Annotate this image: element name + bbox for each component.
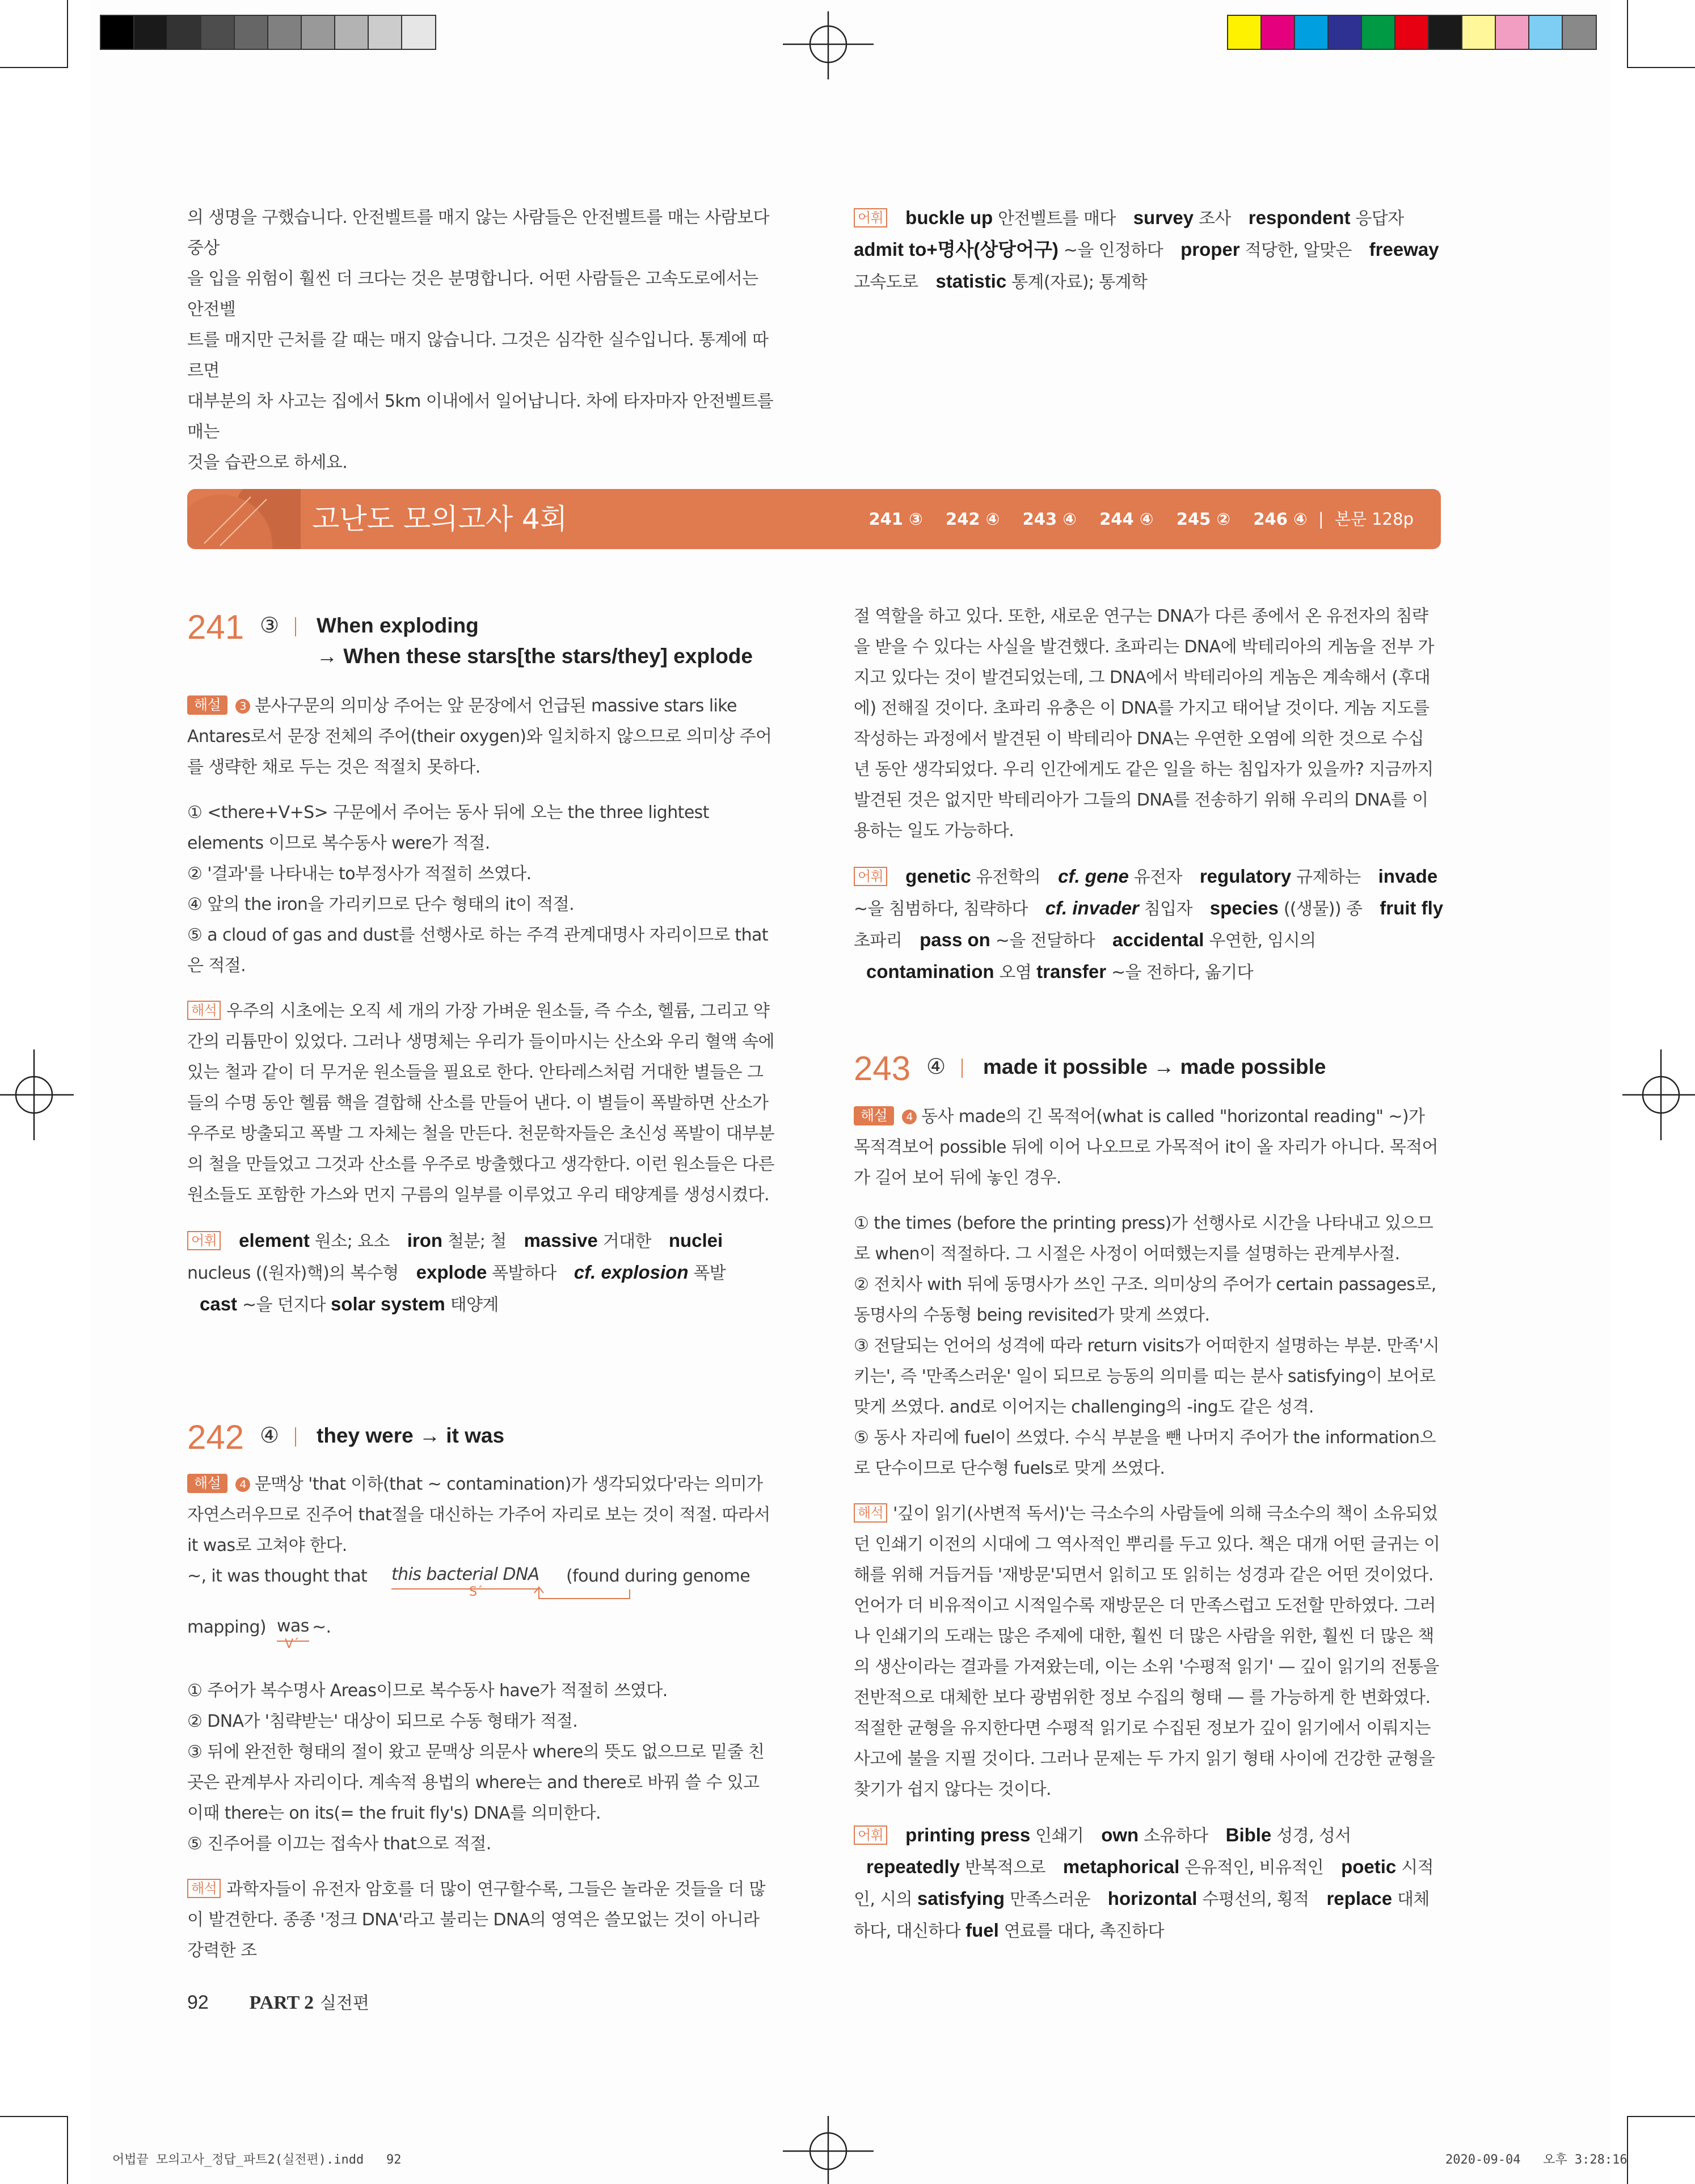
vocab-word: proper bbox=[1180, 239, 1240, 260]
example-text: mapping) bbox=[187, 1617, 266, 1637]
explanation-tag: 해설 bbox=[854, 1106, 894, 1125]
vocab-word: replace bbox=[1326, 1888, 1393, 1909]
answer-badge: 3 bbox=[235, 699, 250, 714]
divider bbox=[962, 1059, 963, 1078]
vocab-meaning: 응답자 bbox=[1355, 209, 1404, 229]
page-footer bbox=[187, 1988, 369, 2018]
point: ② 전치사 with 뒤에 동명사가 쓰인 구조. 의미상의 주어가 certain passages로, 동명사의 수동형 being revisited가 맞게 쓰였다. bbox=[854, 1275, 1436, 1325]
vocab-meaning: 태양계 bbox=[450, 1295, 499, 1315]
vocab-meaning: 오염 bbox=[999, 963, 1032, 983]
translation: 우주의 시초에는 오직 세 개의 가장 가벼운 원소들, 즉 수소, 헬륨, 그리고 약간의 리튬만이 있었다. 그러나 생명체는 우리가 들이마시는 산소와 우리 혈액 속에 있는 철과 같이 더 무거운 원소들을 필요로 한다. 안타레스처럼 거대한 별들은 그들의 수명 동안 헬륨 핵을 결합해 산소를 만들어 낸다. 이 별들이 폭발하면 산소가 우주로 방출되고 폭발 그 자체는 철을 만든다. 천문학자들은 초신성 폭발이 대부분의 철을 만들었고 그것과 산소를 우주로 방출했다고 생각한다. 이런 원소들은 다른 원소들도 포함한 가스와 먼지 구름의 일부를 이루었고 우리 태양계를 생성시켰다. bbox=[187, 1001, 774, 1205]
answer-badge: 4 bbox=[902, 1110, 917, 1124]
vocab-word: genetic bbox=[905, 866, 971, 887]
vocab-word: fuel bbox=[965, 1920, 999, 1941]
point: ⑤ 동사 자리에 fuel이 쓰였다. 수식 부분을 뺀 나머지 주어가 the information으로 단수이므로 단수형 fuels로 맞게 쓰였다. bbox=[854, 1428, 1436, 1478]
vocab-meaning: 대체하다, 대신하다 bbox=[854, 1890, 1430, 1941]
answer-key: 244 ④ bbox=[1099, 509, 1154, 529]
answer-number: ④ bbox=[926, 1055, 946, 1079]
vocab-meaning: 안전벨트를 매다 bbox=[998, 209, 1116, 229]
vocab-meaning: ((생물)) 종 bbox=[1283, 899, 1363, 919]
text-line: 의 생명을 구했습니다. 안전벨트를 매지 않는 사람들은 안전벨트를 매는 사람보다 중상 bbox=[187, 208, 769, 258]
answer-number: ③ bbox=[260, 614, 280, 638]
text-line: 대부분의 차 사고는 집에서 5km 이내에서 일어납니다. 차에 타자마자 안전벨트를 매는 bbox=[187, 391, 774, 442]
correction-title: When exploding bbox=[317, 614, 479, 637]
crop-mark bbox=[1627, 2116, 1695, 2117]
vocab-meaning: 우연한, 임시의 bbox=[1209, 931, 1316, 951]
point: ② DNA가 '침략받는' 대상이 되므로 수동 형태가 적절. bbox=[187, 1711, 578, 1731]
vocab-word: own bbox=[1101, 1824, 1139, 1845]
section-banner bbox=[187, 489, 1441, 549]
divider bbox=[295, 617, 296, 636]
vocab-meaning: 연료를 대다, 촉진하다 bbox=[1003, 1921, 1164, 1941]
example-text: ~, it was thought that bbox=[187, 1566, 368, 1586]
vocab-meaning: 조사 bbox=[1199, 209, 1231, 229]
vocab-meaning: 만족스러운 bbox=[1009, 1890, 1090, 1909]
question-243-header bbox=[854, 1047, 1444, 1098]
banner-title: 고난도 모의고사 4회 bbox=[312, 503, 567, 536]
answer-key: 242 ④ bbox=[946, 509, 1000, 529]
translation-continued bbox=[854, 601, 1444, 988]
point: ③ 전달되는 언어의 성격에 따라 return visits가 어떠한지 설명하는 부분. 만족'시키는', 즉 '만족스러운' 일이 되므로 능동의 의미를 띠는 분사 satisfying이 보어로 맞게 쓰였다. and로 이어지는 challenging의 -ing도 같은 성격. bbox=[854, 1336, 1440, 1417]
color-swatch bbox=[1529, 16, 1562, 49]
translation: 절 역할을 하고 있다. 또한, 새로운 연구는 DNA가 다른 종에서 온 유전자의 침략을 받을 수 있다는 사실을 발견했다. 초파리는 DNA에 박테리아의 게놈을 전부 가지고 있다는 것이 발견되었는데, 그 DNA에서 박테리아의 게놈은 계속해서 (후대에) 전해질 것이다. 초파리 유충은 이 DNA를 가지고 태어날 것이다. 게놈 지도를 작성하는 과정에서 발견된 이 박테리아 DNA는 우연한 오염에 의한 것으로 수십 년 동안 생각되었다. 우리 인간에게도 같은 일을 하는 침입자가 있을까? 지금까지 발견된 것은 없지만 박테리아가 그들의 DNA를 전송하기 위해 우리의 DNA를 이용하는 일도 가능하다. bbox=[854, 606, 1434, 841]
vocab-word: regulatory bbox=[1199, 866, 1292, 887]
point: ① <there+V+S> 구문에서 주어는 동사 뒤에 오는 the three lightest elements 이므로 복수동사 were가 적절. bbox=[187, 803, 709, 853]
vocab-word: survey bbox=[1133, 207, 1194, 228]
top-left-translation bbox=[187, 203, 777, 478]
vocab-word: metaphorical bbox=[1062, 1856, 1180, 1877]
color-swatch bbox=[1395, 16, 1428, 49]
explanation: 분사구문의 의미상 주어는 앞 문장에서 언급된 massive stars like Antares로서 문장 전체의 주어(their oxygen)와 일치하지 않으므로 의미상 주어를 생략한 채로 두는 것은 적절치 못하다. bbox=[187, 696, 772, 777]
color-swatch bbox=[1262, 16, 1295, 49]
question-241-header bbox=[187, 606, 777, 668]
vocab-word: iron bbox=[407, 1230, 443, 1251]
color-swatch bbox=[1496, 16, 1529, 49]
vocab-meaning: 초파리 bbox=[854, 931, 903, 951]
registration-mark-top bbox=[783, 11, 874, 79]
crop-mark bbox=[1627, 0, 1628, 68]
explanation: 문맥상 'that 이하(that ~ contamination)가 생각되었다'라는 의미가 자연스러우므로 진주어 that절을 대신하는 가주어 자리로 보는 것이 적절. 따라서 it was로 고쳐야 한다. bbox=[187, 1474, 770, 1555]
page-reference: 본문 128p bbox=[1334, 509, 1414, 529]
vocab-meaning: 시적인, 시의 bbox=[854, 1858, 1433, 1909]
point: ⑤ 진주어를 이끄는 접속사 that으로 적절. bbox=[187, 1834, 491, 1854]
page-number: 92 bbox=[187, 1992, 209, 2013]
vocab-meaning: 폭발하다 bbox=[492, 1263, 556, 1283]
vocab-meaning: 반복적으로 bbox=[965, 1858, 1045, 1878]
vocab-tag: 어휘 bbox=[854, 208, 887, 227]
vocab-word: contamination bbox=[866, 961, 994, 982]
vocab-meaning: 적당한, 알맞은 bbox=[1245, 241, 1352, 260]
vocab-tag: 어휘 bbox=[187, 1231, 221, 1250]
vocab-word: nuclei bbox=[668, 1230, 723, 1251]
color-swatch bbox=[1563, 16, 1596, 49]
vocab-word: explode bbox=[416, 1262, 487, 1283]
vocab-word: pass on bbox=[920, 929, 990, 950]
crop-mark bbox=[67, 2116, 68, 2184]
vocab-word: cf. explosion bbox=[574, 1262, 689, 1283]
text-line: 것을 습관으로 하세요. bbox=[187, 453, 348, 473]
vocab-meaning: ~을 인정하다 bbox=[1063, 241, 1163, 260]
vocab-word: solar system bbox=[330, 1293, 445, 1314]
banner-decoration bbox=[187, 489, 301, 549]
vocab-word: cast bbox=[200, 1293, 238, 1314]
verb-label: V´ bbox=[285, 1637, 299, 1651]
point: ① 주어가 복수명사 Areas이므로 복수동사 have가 적절히 쓰였다. bbox=[187, 1681, 668, 1701]
answer-key: 246 ④ bbox=[1253, 509, 1308, 529]
crop-mark bbox=[0, 67, 68, 68]
vocab-word: statistic bbox=[935, 271, 1007, 292]
vocab-meaning: ~을 전하다, 옮기다 bbox=[1111, 963, 1253, 983]
gray-swatch bbox=[268, 16, 301, 49]
point: ① the times (before the printing press)가 선행사로 시간을 나타내고 있으므로 when이 적절하다. 그 시절은 사정이 어떠했는지를 설명하는 관계부사절. bbox=[854, 1213, 1433, 1264]
vocab-word: satisfying bbox=[917, 1888, 1005, 1909]
vocab-meaning: 고속도로 bbox=[854, 272, 918, 292]
point: ③ 뒤에 완전한 형태의 절이 왔고 문맥상 의문사 where의 뜻도 없으므로 밑줄 친 곳은 관계부사 자리이다. 계속적 용법의 where는 and there로 바꿔 쓸 수 있고 이때 there는 on its(= the fruit fly's) DNA를 의미한다. bbox=[187, 1742, 765, 1823]
modifier-arrow bbox=[533, 1586, 635, 1609]
answer-key: 243 ④ bbox=[1022, 509, 1077, 529]
translation-tag: 해석 bbox=[187, 1879, 221, 1898]
translation-tag: 해석 bbox=[854, 1503, 887, 1523]
gray-swatch bbox=[168, 16, 201, 49]
part-label: PART 2 bbox=[249, 1992, 314, 2013]
vocab-meaning: 소유하다 bbox=[1144, 1826, 1208, 1846]
question-number: 241 bbox=[187, 608, 244, 646]
question-241-body bbox=[187, 691, 777, 1321]
answer-badge: 4 bbox=[235, 1477, 250, 1492]
vocab-meaning: 폭발 bbox=[693, 1263, 726, 1283]
point: ② '결과'를 나타내는 to부정사가 적절히 쓰였다. bbox=[187, 864, 532, 884]
correction-title: → When these stars[the stars/they] explode bbox=[317, 644, 753, 668]
answer-key: 241 ③ bbox=[868, 509, 923, 529]
vocab-word: fruit fly bbox=[1380, 897, 1444, 918]
vocab-word: accidental bbox=[1112, 929, 1204, 950]
question-242-body bbox=[187, 1469, 777, 1966]
registration-mark-left bbox=[0, 1049, 74, 1140]
registration-mark-right bbox=[1622, 1049, 1695, 1140]
color-swatch bbox=[1329, 16, 1361, 49]
vocab-meaning: 성경, 성서 bbox=[1276, 1826, 1351, 1846]
example-subject: this bacterial DNA bbox=[391, 1561, 539, 1589]
question-242-header bbox=[187, 1416, 777, 1467]
crop-mark bbox=[0, 2116, 68, 2117]
vocab-meaning: 규제하는 bbox=[1296, 867, 1361, 887]
vocab-meaning: nucleus ((원자)핵)의 복수형 bbox=[187, 1263, 399, 1283]
text-line: 을 입을 위험이 훨씬 더 크다는 것은 분명합니다. 어떤 사람들은 고속도로에서는 안전벨 bbox=[187, 269, 758, 319]
print-slug-date: 2020-09-04 오후 3:28:16 bbox=[1445, 2153, 1627, 2167]
question-number: 242 bbox=[187, 1418, 244, 1456]
crop-mark bbox=[1627, 67, 1695, 68]
gray-swatch bbox=[369, 16, 402, 49]
registration-mark-bottom bbox=[783, 2116, 874, 2184]
point: ⑤ a cloud of gas and dust를 선행사로 하는 주격 관계대명사 자리이므로 that 은 적절. bbox=[187, 925, 768, 976]
vocab-word: invade bbox=[1378, 866, 1438, 887]
divider bbox=[295, 1427, 296, 1447]
color-swatch bbox=[1362, 16, 1395, 49]
translation: '깊이 읽기(사변적 독서)'는 극소수의 사람들에 의해 극소수의 책이 소유되었던 인쇄기 이전의 시대에 그 역사적인 뿌리를 두고 있다. 책은 대개 어떤 글귀는 이해를 위해 거듭거듭 '재방문'되면서 읽히고 또 읽히는 성경과 같은 어떤 것이었다. 언어가 더 비유적이고 시적일수록 재방문은 더 만족스럽고 도전할 만하였다. 그러나 인쇄기의 도래는 많은 주제에 대한, 훨씬 더 많은 사람을 위한, 훨씬 더 많은 책의 생산이라는 결과를 가져왔는데, 이는 소위 '수평적 읽기' — 깊이 읽기의 전통을 전반적으로 대체한 보다 광범위한 정보 수집의 형태 — 를 가능하게 한 변화였다. 적절한 균형을 유지한다면 수평적 읽기로 수집된 정보가 깊이 읽기에서 이뤄지는 사고에 불을 지필 것이다. 그러나 문제는 두 가지 읽기 형태 사이에 건강한 균형을 찾기가 쉽지 않다는 것이다. bbox=[854, 1504, 1440, 1799]
vocab-word: poetic bbox=[1341, 1856, 1397, 1877]
banner-answers: 241 ③ 242 ④ 243 ④ 244 ④ 245 ② 246 ④ | 본문 128p bbox=[868, 509, 1414, 529]
answer-number: ④ bbox=[260, 1424, 280, 1448]
vocab-word: element bbox=[239, 1230, 310, 1251]
vocab-word: printing press bbox=[905, 1824, 1031, 1845]
vocab-meaning: 거대한 bbox=[602, 1232, 651, 1251]
example-verb: was bbox=[277, 1612, 309, 1642]
explanation-tag: 해설 bbox=[187, 1474, 227, 1493]
text-line: 트를 매지만 근처를 갈 때는 매지 않습니다. 그것은 심각한 실수입니다. 통계에 따르면 bbox=[187, 330, 769, 381]
question-243-body bbox=[854, 1102, 1444, 1947]
vocab-word: cf. invader bbox=[1045, 897, 1139, 918]
vocab-tag: 어휘 bbox=[854, 1825, 887, 1845]
vocab-meaning: 유전학의 bbox=[976, 867, 1041, 887]
gray-swatch bbox=[335, 16, 368, 49]
example-text: (found during genome bbox=[566, 1566, 750, 1586]
crop-mark bbox=[67, 0, 68, 68]
example-sentence bbox=[187, 1561, 777, 1651]
question-number: 243 bbox=[854, 1049, 911, 1087]
vocab-word: horizontal bbox=[1107, 1888, 1198, 1909]
gray-swatch bbox=[235, 16, 268, 49]
subject-label: S´ bbox=[469, 1585, 483, 1599]
correction-title: made it possible → made possible bbox=[983, 1055, 1326, 1078]
explanation-tag: 해설 bbox=[187, 695, 227, 715]
vocab-word: repeatedly bbox=[866, 1856, 960, 1877]
vocab-meaning: 침입자 bbox=[1144, 899, 1192, 919]
print-slug-file: 어법끝 모의고사_정답_파트2(실전편).indd 92 bbox=[112, 2153, 402, 2167]
vocab-word: freeway bbox=[1369, 239, 1439, 260]
correction-title: they were → it was bbox=[317, 1424, 505, 1447]
vocab-word: species bbox=[1209, 897, 1279, 918]
vocab-meaning: 수평선의, 횡적 bbox=[1202, 1890, 1309, 1909]
vocab-word: Bible bbox=[1225, 1824, 1272, 1845]
vocab-meaning: 통계(자료); 통계학 bbox=[1011, 272, 1148, 292]
vocab-meaning: 유전자 bbox=[1133, 867, 1182, 887]
vocab-meaning: 철분; 철 bbox=[448, 1232, 507, 1251]
vocab-meaning: 인쇄기 bbox=[1035, 1826, 1084, 1846]
top-vocab bbox=[854, 203, 1444, 298]
gray-swatch bbox=[201, 16, 234, 49]
vocab-word: transfer bbox=[1036, 961, 1107, 982]
example-text: ~. bbox=[312, 1617, 331, 1637]
color-swatch bbox=[1462, 16, 1495, 49]
color-swatch bbox=[1429, 16, 1462, 49]
vocab-tag: 어휘 bbox=[854, 867, 887, 886]
color-swatch bbox=[1228, 16, 1261, 49]
vocab-meaning: ~을 전달하다 bbox=[995, 931, 1095, 951]
gray-swatch bbox=[302, 16, 335, 49]
vocab-meaning: 원소; 요소 bbox=[314, 1232, 390, 1251]
translation-tag: 해석 bbox=[187, 1001, 221, 1020]
explanation: 동사 made의 긴 목적어(what is called "horizontal reading" ~)가 목적격보어 possible 뒤에 이어 나오므로 가목적어 it이 올 자리가 아니다. 목적어가 길어 보어 뒤에 놓인 경우. bbox=[854, 1107, 1438, 1188]
part-name: 실전편 bbox=[320, 1993, 369, 2013]
translation: 과학자들이 유전자 암호를 더 많이 연구할수록, 그들은 놀라운 것들을 더 많이 발견한다. 종종 '정크 DNA'라고 불리는 DNA의 영역은 쓸모없는 것이 아니라 강력한 조 bbox=[187, 1879, 765, 1960]
vocab-word: cf. gene bbox=[1058, 866, 1129, 887]
vocab-word: buckle up bbox=[905, 207, 993, 228]
answer-key: 245 ② bbox=[1176, 509, 1230, 529]
vocab-meaning: ~을 던지다 bbox=[242, 1295, 326, 1315]
gray-swatch bbox=[402, 16, 435, 49]
vocab-word: massive bbox=[524, 1230, 598, 1251]
gray-swatch bbox=[101, 16, 134, 49]
color-swatch bbox=[1295, 16, 1328, 49]
gray-swatch bbox=[134, 16, 167, 49]
vocab-word: admit to+명사(상당어구) bbox=[854, 239, 1059, 260]
vocab-word: respondent bbox=[1248, 207, 1351, 228]
vocab-meaning: 은유적인, 비유적인 bbox=[1184, 1858, 1324, 1878]
point: ④ 앞의 the iron을 가리키므로 단수 형태의 it이 적절. bbox=[187, 895, 575, 914]
vocab-meaning: ~을 침범하다, 침략하다 bbox=[854, 899, 1028, 919]
